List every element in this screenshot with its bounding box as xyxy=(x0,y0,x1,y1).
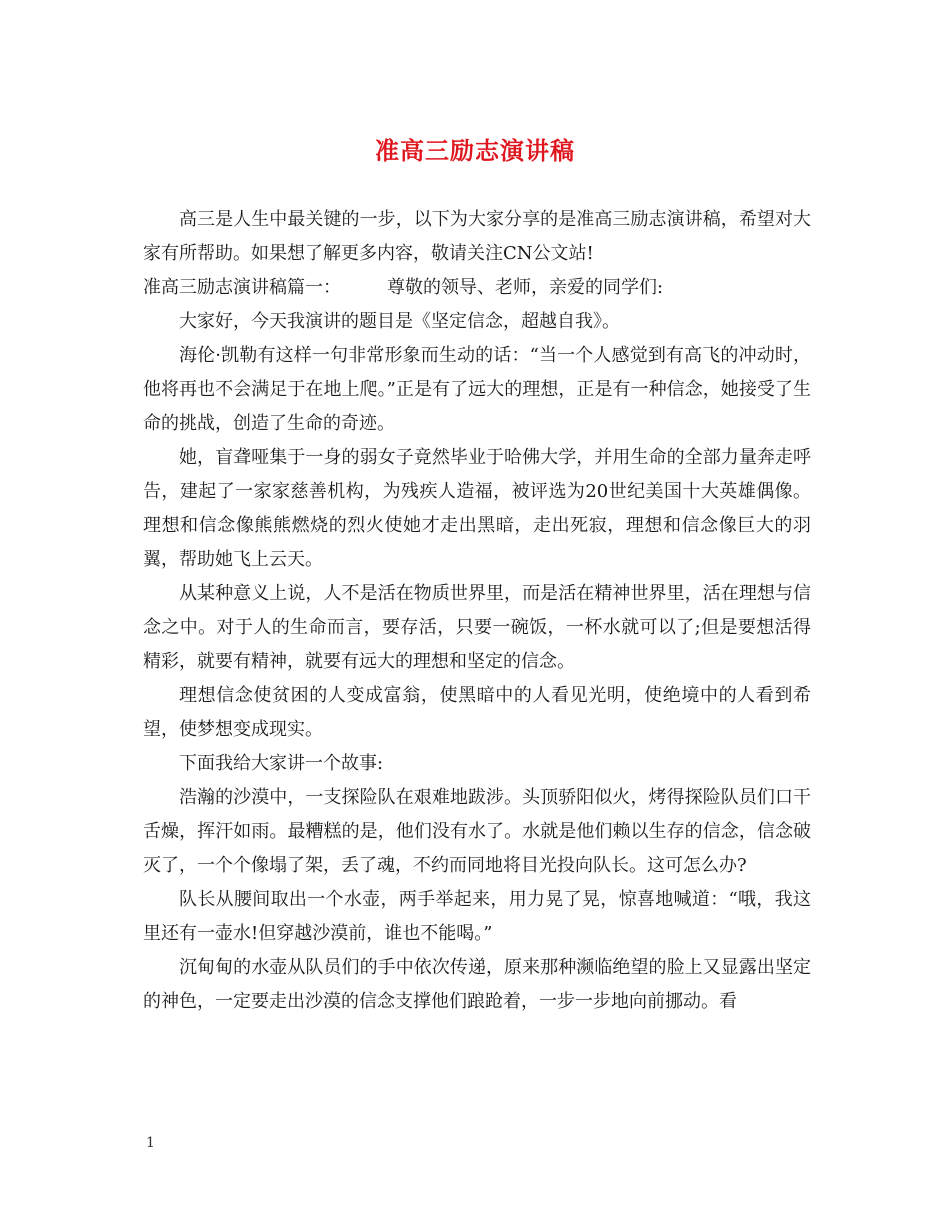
body-paragraph: 从某种意义上说，人不是活在物质世界里，而是活在精神世界里，活在理想与信念之中。对于人的生命而言，要存活，只要一碗饭，一杯水就可以了;但是要想活得精彩，就要有精神，就要有远大的理想和坚定的信念。 xyxy=(143,583,811,672)
document-body xyxy=(143,203,811,1019)
speech-label: 准高三励志演讲稿篇一： xyxy=(143,277,341,298)
page-number: 1 xyxy=(146,1135,155,1151)
body-paragraph: 浩瀚的沙漠中，一支探险队在艰难地跋涉。头顶骄阳似火，烤得探险队员们口干舌燥，挥汗如雨。最糟糕的是，他们没有水了。水就是他们赖以生存的信念，信念破灭了，一个个像塌了架，丢了魂，不约而同地将目光投向队长。这可怎么办? xyxy=(143,787,811,876)
body-paragraph: 大家好，今天我演讲的题目是《坚定信念，超越自我》。 xyxy=(179,311,620,332)
body-paragraph: 队长从腰间取出一个水壶，两手举起来，用力晃了晃，惊喜地喊道：“哦，我这里还有一壶水!但穿越沙漠前，谁也不能喝。” xyxy=(143,889,811,944)
body-paragraph: 海伦·凯勒有这样一句非常形象而生动的话：“当一个人感觉到有高飞的冲动时，他将再也不会满足于在地上爬。”正是有了远大的理想，正是有一种信念，她接受了生命的挑战，创造了生命的奇迹。 xyxy=(143,345,811,434)
body-paragraph: 下面我给大家讲一个故事: xyxy=(179,753,384,774)
body-paragraph: 理想信念使贫困的人变成富翁，使黑暗中的人看见光明，使绝境中的人看到希望，使梦想变成现实。 xyxy=(143,685,811,740)
body-paragraph: 她，盲聋哑集于一身的弱女子竟然毕业于哈佛大学，并用生命的全部力量奔走呼告，建起了一家家慈善机构，为残疾人造福，被评选为20世纪美国十大英雄偶像。理想和信念像熊熊燃烧的烈火使她才走出黑暗，走出死寂，理想和信念像巨大的羽翼，帮助她飞上云天。 xyxy=(143,447,811,570)
speech-greeting: 尊敬的领导、老师，亲爱的同学们: xyxy=(387,277,664,298)
body-paragraph: 沉甸甸的水壶从队员们的手中依次传递，原来那种濒临绝望的脸上又显露出坚定的神色，一定要走出沙漠的信念支撑他们踉跄着，一步一步地向前挪动。看 xyxy=(143,957,811,1012)
speech-heading-row xyxy=(143,271,811,305)
intro-paragraph: 高三是人生中最关键的一步，以下为大家分享的是准高三励志演讲稿，希望对大家有所帮助。如果想了解更多内容，敬请关注CN公文站! xyxy=(143,209,811,264)
page-title: 准高三励志演讲稿 xyxy=(375,136,575,165)
